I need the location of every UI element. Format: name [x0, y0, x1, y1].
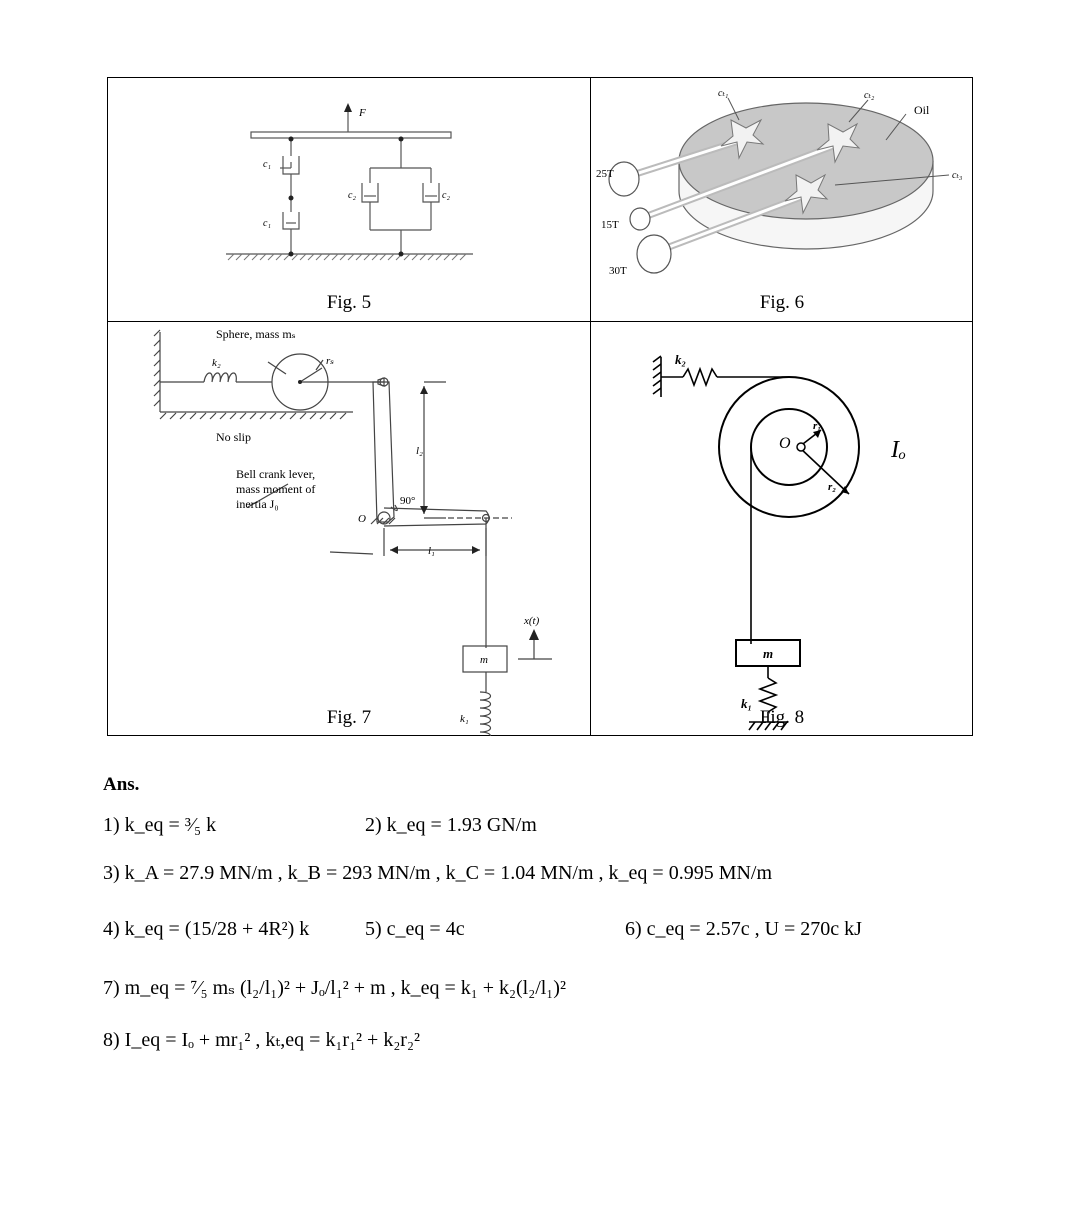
fig7-lever-label-3: inertia J₀: [236, 497, 279, 511]
fig8-cell: [591, 322, 973, 736]
fig6-ct2-label: cₜ₂: [864, 90, 875, 101]
fig7-lever-vertical: [373, 382, 394, 522]
fig5-diagram: [108, 78, 590, 321]
fig5-caption: Fig. 5: [326, 292, 372, 313]
fig7-m-label: m: [480, 654, 488, 666]
fig8-spring-k2: [683, 369, 717, 385]
fig6-oil-label: Oil: [914, 103, 930, 117]
fig6-caption: Fig. 6: [759, 292, 805, 313]
fig6-gear-25t-label: 25T: [596, 168, 614, 180]
fig8-caption: Fig. 8: [759, 707, 805, 728]
fig7-l2-label: l₂: [416, 445, 423, 457]
fig8-m-label: m: [763, 646, 774, 661]
fig6-gear-15t-label: 15T: [601, 219, 619, 231]
fig8-io-label: Iₒ: [891, 437, 906, 463]
fig6-diagram: [591, 78, 973, 321]
fig5-c2-left-label: c₂: [348, 190, 356, 201]
fig6-ct3-label: cₜ₃: [952, 170, 963, 181]
fig5-cell: [108, 78, 590, 321]
answer-7: 7) m_eq = ⁷⁄₅ mₛ (l₂/l₁)² + Jₒ/l₁² + m , k_eq = k₁ + k₂(l₂/l₁)²: [103, 977, 566, 999]
fig8-diagram: [591, 322, 973, 736]
fig5-c2-right-label: c₂: [442, 190, 450, 201]
fig6-gear-30t-label: 30T: [609, 265, 627, 277]
fig6-cell: [591, 78, 973, 321]
fig7-k2-label: k₂: [212, 357, 221, 369]
answer-5: 5) c_eq = 4c: [365, 918, 465, 940]
fig7-angle-label: 90°: [400, 495, 416, 507]
fig8-r2-label: r₂: [828, 481, 837, 493]
fig7-l1-label: l₁: [428, 545, 435, 557]
fig8-k2-label: k₂: [675, 352, 687, 367]
fig7-x-label: x(t): [524, 615, 540, 627]
fig6-gear-15t: [630, 208, 650, 230]
fig7-rs-label: rₛ: [326, 355, 334, 367]
answer-1: 1) k_eq = ³⁄₅ k: [103, 814, 217, 836]
fig7-caption: Fig. 7: [326, 707, 372, 728]
fig8-k1-label: k₁: [741, 696, 753, 711]
fig7-k1-label: k₁: [460, 713, 469, 725]
fig5-beam: [251, 132, 451, 138]
fig7-lever-label-2: mass moment of: [236, 482, 316, 496]
fig6-gear-30t: [637, 235, 671, 273]
answers-title: Ans.: [103, 774, 140, 795]
answer-3: 3) k_A = 27.9 MN/m , k_B = 293 MN/m , k_C = 1.04 MN/m , k_eq = 0.995 MN/m: [103, 862, 773, 884]
fig5-c1-top-label: c₁: [263, 159, 271, 170]
fig5-force-label: F: [359, 107, 366, 119]
fig6-ct1-label: cₜ₁: [718, 88, 729, 99]
fig8-r1-label: r₁: [813, 420, 822, 432]
fig7-cell: [108, 322, 590, 736]
fig7-lever-label-1: Bell crank lever,: [236, 467, 316, 481]
answer-8: 8) I_eq = Iₒ + mr₁² , kₜ,eq = k₁r₁² + k₂r₂²: [103, 1029, 420, 1051]
fig7-o-label: O: [358, 513, 366, 525]
figure-table: [107, 77, 973, 736]
fig7-sphere-label: Sphere, mass mₛ: [216, 327, 296, 341]
fig7-diagram: [108, 322, 590, 736]
answer-2: 2) k_eq = 1.93 GN/m: [365, 814, 537, 836]
fig8-o-label: O: [779, 435, 791, 452]
fig7-no-slip-label: No slip: [216, 430, 252, 444]
fig7-spring-k2: [204, 373, 236, 382]
fig7-lever-horizontal: [384, 508, 489, 526]
answer-4: 4) k_eq = (15/28 + 4R²) k: [103, 918, 310, 940]
answer-6: 6) c_eq = 2.57c , U = 270c kJ: [625, 918, 862, 940]
fig5-c1-bottom-label: c₁: [263, 218, 271, 229]
